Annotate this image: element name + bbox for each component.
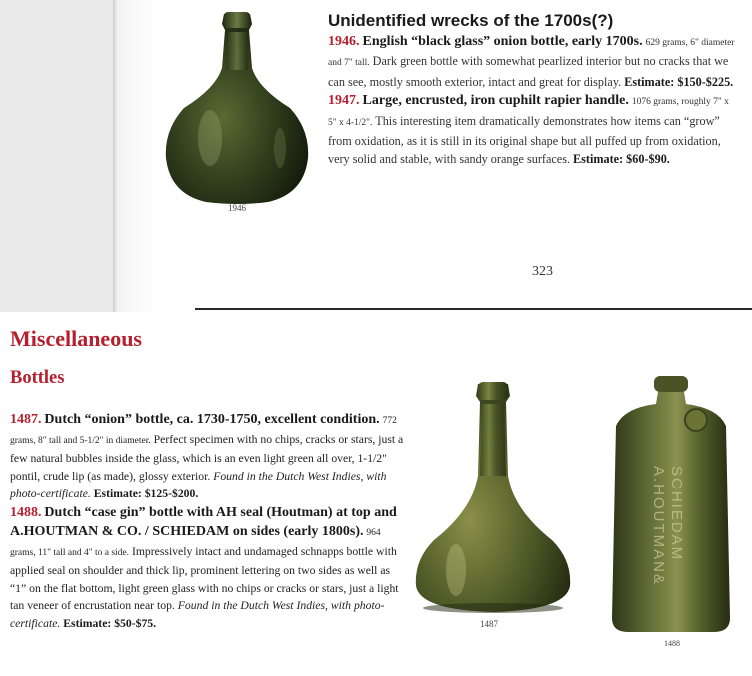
section-title-miscellaneous: Miscellaneous (10, 326, 142, 351)
lot-number: 1488. (10, 504, 42, 520)
embossing-houtman: A.HOUTMAN& (650, 466, 667, 587)
case-gin-bottle-1488-photo (606, 374, 736, 636)
lot-estimate: Estimate: $50-$75. (63, 616, 157, 630)
lot-title: Dutch “case gin” bottle with AH seal (Houtman) at top and A.HOUTMAN & CO. / SCHIEDAM on sides (early 1800s). (10, 504, 397, 539)
section-title-wrecks: Unidentified wrecks of the 1700s(?) (328, 11, 614, 30)
lot-provenance: Found in the Dutch West Indies, with photo-certificate. (10, 469, 387, 501)
lot-estimate: Estimate: $150-$225. (624, 74, 734, 89)
lot-number: 1946. (328, 34, 360, 49)
lot-title: Large, encrusted, iron cuphilt rapier handle. (362, 93, 629, 109)
lot-specs: 964 grams, 11" tall and 4" to a side. (10, 527, 381, 558)
lot-1947 (328, 91, 736, 169)
lot-title: Dutch “onion” bottle, ca. 1730-1750, excellent condition. (44, 412, 380, 427)
lot-number: 1947. (328, 93, 360, 109)
photo-caption-1488: 1488 (664, 639, 680, 648)
subsection-title-bottles: Bottles (10, 368, 65, 388)
top-lot-text (328, 10, 736, 169)
lot-specs: 772 grams, 8" tall and 5-1/2" in diameter. (10, 416, 397, 446)
lot-description: Dark green bottle with somewhat pearlized interior but no cracks that we can see, mostly smooth exterior, intact and great for display. (328, 54, 729, 89)
page-bottom-rule (195, 308, 752, 310)
bottom-lot-text (10, 410, 406, 633)
onion-bottle-1946-photo (162, 8, 312, 206)
lot-estimate: Estimate: $60-$90. (573, 152, 670, 167)
lot-title: English “black glass” onion bottle, early 1700s. (362, 34, 643, 49)
lot-estimate: Estimate: $125-$200. (93, 487, 199, 501)
lot-specs: 1076 grams, roughly 7" x 5" x 4-1/2". (328, 97, 729, 128)
lot-description: This interesting item dramatically demonstrates how items can “grow” from oxidation, as it is still in its original shape but all puffed up from oxidation, very solid and stable, with sandy orange surfaces. (328, 113, 721, 167)
lot-1946 (328, 32, 736, 91)
lot-1487 (10, 410, 406, 503)
page-number: 323 (532, 264, 553, 279)
lot-description: Perfect specimen with no chips, cracks or stars, just a few natural bubbles inside the glass, which is an even light green all over, 1-1/2" pontil, crude lip (as made), glossy exterior. (10, 432, 404, 483)
onion-bottle-1487-photo (412, 380, 574, 616)
page-gutter (0, 0, 118, 312)
lot-1488 (10, 503, 406, 633)
lot-provenance: Found in the Dutch West Indies, with photo-certificate. (10, 599, 385, 630)
photo-caption-1487: 1487 (480, 619, 498, 629)
lot-description: Impressively intact and undamaged schnapps bottle with applied seal on shoulder and thick lip, prominent lettering on two sides as well as “1” on the flat bottom, light green glass with no chips or cracks or stars, just a light tan veneer of encrustation near top. (10, 544, 399, 613)
lot-specs: 629 grams, 6" diameter and 7" tall. (328, 38, 735, 69)
photo-caption-1946: 1946 (228, 203, 246, 213)
top-page-scan (0, 0, 752, 312)
embossing-schiedam: SCHIEDAM (668, 466, 685, 562)
lot-number: 1487. (10, 412, 42, 427)
